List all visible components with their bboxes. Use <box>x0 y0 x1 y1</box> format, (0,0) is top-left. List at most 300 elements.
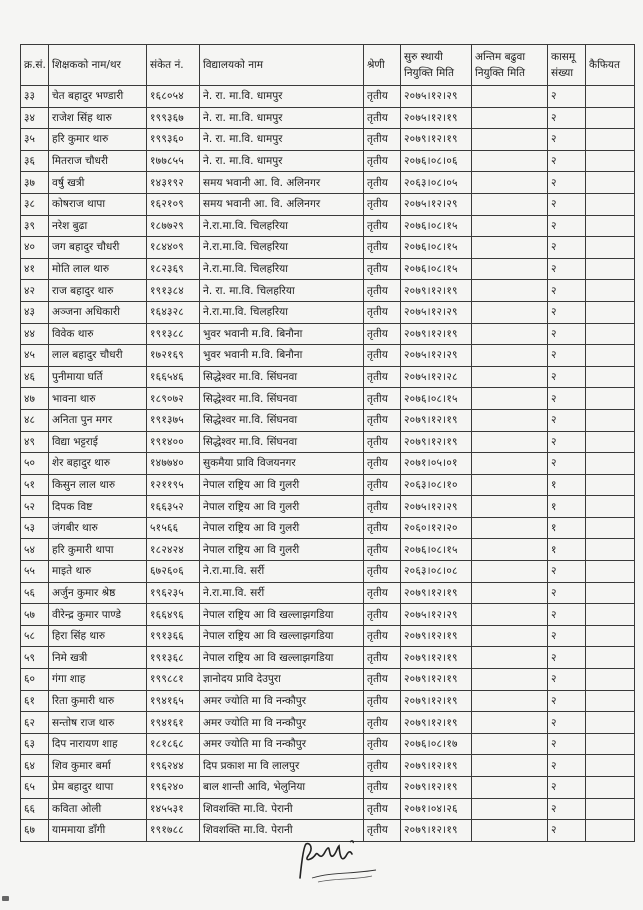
cell-count: १ <box>548 517 586 539</box>
cell-teacher-name: राजेश सिंह थारु <box>49 107 147 129</box>
cell-last-promotion <box>472 604 548 626</box>
cell-last-promotion <box>472 366 548 388</box>
cell-remarks <box>586 820 635 842</box>
cell-remarks <box>586 366 635 388</box>
cell-teacher-name: लाल बहादुर चौधरी <box>49 345 147 367</box>
cell-first-appointment: २०७६।०८।१५ <box>401 258 472 280</box>
cell-first-appointment: २०७९।१२।१९ <box>401 820 472 842</box>
cell-code: १४७७४० <box>147 453 200 475</box>
cell-teacher-name: हरि कुमारी थापा <box>49 539 147 561</box>
cell-code: १६४३२८ <box>147 301 200 323</box>
cell-code: १९१४०० <box>147 431 200 453</box>
cell-grade: तृतीय <box>364 798 401 820</box>
cell-grade: तृतीय <box>364 733 401 755</box>
cell-last-promotion <box>472 280 548 302</box>
cell-first-appointment: २०७६।०८।१७ <box>401 733 472 755</box>
cell-school: दिप प्रकाश मा वि लालपुर <box>200 755 364 777</box>
cell-serial: ३९ <box>21 215 49 237</box>
cell-school: नेपाल राष्ट्रिय आ वि गुलरी <box>200 517 364 539</box>
cell-remarks <box>586 388 635 410</box>
cell-first-appointment: २०७९।१२।१९ <box>401 582 472 604</box>
cell-code: १९१३८४ <box>147 280 200 302</box>
cell-school: समय भवानी आ. वि. अलिनगर <box>200 172 364 194</box>
cell-school: ने. रा. मा.वि. धामपुर <box>200 150 364 172</box>
cell-count: १ <box>548 474 586 496</box>
cell-teacher-name: मितराज चौधरी <box>49 150 147 172</box>
header-first-appointment: सुरु स्थायी नियुक्ति मिति <box>401 45 472 86</box>
cell-last-promotion <box>472 453 548 475</box>
cell-remarks <box>586 345 635 367</box>
cell-serial: ६७ <box>21 820 49 842</box>
cell-grade: तृतीय <box>364 582 401 604</box>
cell-serial: ५२ <box>21 496 49 518</box>
cell-teacher-name: जंगबीर थारु <box>49 517 147 539</box>
cell-grade: तृतीय <box>364 86 401 108</box>
signature <box>292 838 382 890</box>
cell-count: २ <box>548 129 586 151</box>
cell-serial: ३७ <box>21 172 49 194</box>
cell-last-promotion <box>472 712 548 734</box>
cell-last-promotion <box>472 496 548 518</box>
cell-serial: ४५ <box>21 345 49 367</box>
cell-remarks <box>586 237 635 259</box>
cell-teacher-name: कविता ओली <box>49 798 147 820</box>
camera-icon <box>2 896 9 901</box>
cell-first-appointment: २०७५।१२।२९ <box>401 345 472 367</box>
cell-serial: ३५ <box>21 129 49 151</box>
cell-grade: तृतीय <box>364 517 401 539</box>
cell-serial: ६० <box>21 669 49 691</box>
cell-school: सिद्धेश्वर मा.वि. सिंघनवा <box>200 366 364 388</box>
cell-school: अमर ज्योति मा वि नन्कौपुर <box>200 712 364 734</box>
cell-teacher-name: जग बहादुर चौधरी <box>49 237 147 259</box>
cell-code: १९९३६० <box>147 129 200 151</box>
cell-first-appointment: २०७६।०८।१५ <box>401 539 472 561</box>
cell-grade: तृतीय <box>364 323 401 345</box>
cell-first-appointment: २०७६।०८।०६ <box>401 150 472 172</box>
cell-teacher-name: वीरेन्द्र कुमार पाण्डे <box>49 604 147 626</box>
cell-teacher-name: शेर बहादुर थारु <box>49 453 147 475</box>
cell-serial: ५५ <box>21 561 49 583</box>
cell-school: ने.रा.मा.वि. चिलहरिया <box>200 215 364 237</box>
cell-grade: तृतीय <box>364 258 401 280</box>
cell-last-promotion <box>472 755 548 777</box>
cell-remarks <box>586 690 635 712</box>
header-grade: श्रेणी <box>364 45 401 86</box>
cell-school: ने. रा. मा.वि. धामपुर <box>200 129 364 151</box>
cell-code: १९१३६८ <box>147 647 200 669</box>
cell-count: २ <box>548 237 586 259</box>
cell-first-appointment: २०७५।१२।२९ <box>401 496 472 518</box>
cell-remarks <box>586 474 635 496</box>
table-row <box>21 474 635 496</box>
cell-first-appointment: २०७९।१२।१९ <box>401 712 472 734</box>
cell-last-promotion <box>472 388 548 410</box>
cell-last-promotion <box>472 474 548 496</box>
cell-school: सिद्धेश्वर मा.वि. सिंघनवा <box>200 409 364 431</box>
table-row <box>21 517 635 539</box>
table-row <box>21 301 635 323</box>
header-school: विद्यालयको नाम <box>200 45 364 86</box>
cell-count: २ <box>548 366 586 388</box>
cell-last-promotion <box>472 323 548 345</box>
cell-grade: तृतीय <box>364 150 401 172</box>
cell-teacher-name: अर्जुन कुमार श्रेष्ठ <box>49 582 147 604</box>
cell-remarks <box>586 755 635 777</box>
cell-count: २ <box>548 453 586 475</box>
cell-last-promotion <box>472 561 548 583</box>
cell-school: नेपाल राष्ट्रिय आ वि गुलरी <box>200 496 364 518</box>
table-row <box>21 86 635 108</box>
cell-code: १९४१६१ <box>147 712 200 734</box>
cell-serial: ४० <box>21 237 49 259</box>
cell-teacher-name: कोषराज थापा <box>49 193 147 215</box>
cell-remarks <box>586 561 635 583</box>
cell-school: नेपाल राष्ट्रिय आ वि गुलरी <box>200 474 364 496</box>
cell-grade: तृतीय <box>364 496 401 518</box>
cell-count: २ <box>548 323 586 345</box>
cell-count: २ <box>548 150 586 172</box>
cell-last-promotion <box>472 582 548 604</box>
cell-first-appointment: २०७५।१२।१९ <box>401 107 472 129</box>
cell-remarks <box>586 669 635 691</box>
table-row <box>21 755 635 777</box>
cell-first-appointment: २०७१।०५।०१ <box>401 453 472 475</box>
cell-serial: ६२ <box>21 712 49 734</box>
cell-remarks <box>586 712 635 734</box>
cell-school: ने.रा.मा.वि. सर्री <box>200 582 364 604</box>
cell-school: सुकमैया प्रावि विजयनगर <box>200 453 364 475</box>
cell-teacher-name: किसुन लाल थारु <box>49 474 147 496</box>
table-row <box>21 647 635 669</box>
cell-remarks <box>586 777 635 799</box>
cell-school: शिवशक्ति मा.वि. पेरानी <box>200 798 364 820</box>
table-row <box>21 604 635 626</box>
cell-remarks <box>586 647 635 669</box>
cell-count: २ <box>548 345 586 367</box>
header-last-promotion: अन्तिम बढुवा नियुक्ति मिति <box>472 45 548 86</box>
cell-count: २ <box>548 625 586 647</box>
table-row <box>21 798 635 820</box>
cell-code: १८७७२९ <box>147 215 200 237</box>
cell-count: २ <box>548 669 586 691</box>
cell-serial: ६५ <box>21 777 49 799</box>
cell-code: १६८०५४ <box>147 86 200 108</box>
cell-serial: ५९ <box>21 647 49 669</box>
cell-serial: ४६ <box>21 366 49 388</box>
cell-count: २ <box>548 561 586 583</box>
cell-code: १८४४०९ <box>147 237 200 259</box>
cell-count: २ <box>548 215 586 237</box>
table-row <box>21 150 635 172</box>
table-row <box>21 366 635 388</box>
cell-code: १९१३७५ <box>147 409 200 431</box>
cell-code: १९१३८८ <box>147 323 200 345</box>
cell-school: सिद्धेश्वर मा.वि. सिंघनवा <box>200 431 364 453</box>
cell-grade: तृतीय <box>364 345 401 367</box>
cell-teacher-name: माइते थारु <box>49 561 147 583</box>
cell-school: अमर ज्योति मा वि नन्कौपुर <box>200 690 364 712</box>
cell-school: अमर ज्योति मा वि नन्कौपुर <box>200 733 364 755</box>
table-row <box>21 733 635 755</box>
cell-code: १७७८५५ <box>147 150 200 172</box>
table-row <box>21 625 635 647</box>
cell-first-appointment: २०७९।१२।१९ <box>401 431 472 453</box>
cell-serial: ५१ <box>21 474 49 496</box>
cell-code: १६६४९६ <box>147 604 200 626</box>
cell-last-promotion <box>472 820 548 842</box>
cell-count: २ <box>548 777 586 799</box>
cell-grade: तृतीय <box>364 604 401 626</box>
cell-teacher-name: अनिता पुन मगर <box>49 409 147 431</box>
cell-serial: ५४ <box>21 539 49 561</box>
cell-count: २ <box>548 193 586 215</box>
cell-last-promotion <box>472 345 548 367</box>
cell-school: ने. रा. मा.वि. धामपुर <box>200 107 364 129</box>
cell-grade: तृतीय <box>364 129 401 151</box>
cell-grade: तृतीय <box>364 669 401 691</box>
cell-last-promotion <box>472 777 548 799</box>
table-row <box>21 582 635 604</box>
table-row <box>21 431 635 453</box>
cell-remarks <box>586 517 635 539</box>
cell-code: १९१७८८ <box>147 820 200 842</box>
cell-remarks <box>586 798 635 820</box>
cell-remarks <box>586 193 635 215</box>
cell-grade: तृतीय <box>364 777 401 799</box>
cell-school: ने. रा. मा.वि. चिलहरिया <box>200 280 364 302</box>
cell-first-appointment: २०७६।०८।१५ <box>401 237 472 259</box>
cell-last-promotion <box>472 150 548 172</box>
cell-count: १ <box>548 539 586 561</box>
cell-last-promotion <box>472 733 548 755</box>
cell-remarks <box>586 604 635 626</box>
cell-school: सिद्धेश्वर मा.वि. सिंघनवा <box>200 388 364 410</box>
cell-remarks <box>586 86 635 108</box>
cell-first-appointment: २०७१।०४।२६ <box>401 798 472 820</box>
cell-count: १ <box>548 496 586 518</box>
cell-remarks <box>586 733 635 755</box>
cell-count: २ <box>548 820 586 842</box>
cell-code: १८१८६८ <box>147 733 200 755</box>
table-row <box>21 237 635 259</box>
cell-grade: तृतीय <box>364 539 401 561</box>
cell-last-promotion <box>472 647 548 669</box>
table-row <box>21 172 635 194</box>
cell-serial: ६६ <box>21 798 49 820</box>
cell-serial: ६४ <box>21 755 49 777</box>
cell-code: १९९८८१ <box>147 669 200 691</box>
table-row <box>21 129 635 151</box>
cell-first-appointment: २०७९।१२।१९ <box>401 625 472 647</box>
cell-remarks <box>586 582 635 604</box>
cell-code: १९६२४० <box>147 777 200 799</box>
cell-last-promotion <box>472 301 548 323</box>
cell-grade: तृतीय <box>364 280 401 302</box>
table-row <box>21 345 635 367</box>
cell-remarks <box>586 129 635 151</box>
cell-remarks <box>586 301 635 323</box>
cell-serial: ६३ <box>21 733 49 755</box>
cell-teacher-name: दिप नारायण शाह <box>49 733 147 755</box>
cell-school: भुवर भवानी म.वि. बिनौना <box>200 323 364 345</box>
cell-count: २ <box>548 301 586 323</box>
cell-serial: ४८ <box>21 409 49 431</box>
cell-last-promotion <box>472 625 548 647</box>
cell-remarks <box>586 172 635 194</box>
cell-first-appointment: २०७९।१२।१९ <box>401 777 472 799</box>
cell-code: १९९३६७ <box>147 107 200 129</box>
table-row <box>21 280 635 302</box>
cell-school: ने.रा.मा.वि. चिलहरिया <box>200 258 364 280</box>
cell-teacher-name: दिपक विष्ट <box>49 496 147 518</box>
cell-teacher-name: गंगा शाह <box>49 669 147 691</box>
cell-serial: ३४ <box>21 107 49 129</box>
cell-code: १४३१९२ <box>147 172 200 194</box>
cell-count: २ <box>548 431 586 453</box>
cell-count: २ <box>548 733 586 755</box>
cell-school: नेपाल राष्ट्रिय आ वि खल्लाझगडिया <box>200 604 364 626</box>
cell-count: २ <box>548 172 586 194</box>
cell-grade: तृतीय <box>364 625 401 647</box>
cell-first-appointment: २०७९।१२।१९ <box>401 669 472 691</box>
cell-first-appointment: २०७५।१२।२८ <box>401 366 472 388</box>
cell-last-promotion <box>472 129 548 151</box>
cell-remarks <box>586 409 635 431</box>
cell-code: १९६२३५ <box>147 582 200 604</box>
cell-school: ने.रा.मा.वि. चिलहरिया <box>200 237 364 259</box>
table-row <box>21 453 635 475</box>
cell-first-appointment: २०७५।१२।२९ <box>401 301 472 323</box>
cell-first-appointment: २०७९।१२।१९ <box>401 647 472 669</box>
cell-teacher-name: प्रेम बहादुर थापा <box>49 777 147 799</box>
cell-serial: ६१ <box>21 690 49 712</box>
table-row <box>21 258 635 280</box>
cell-serial: ३३ <box>21 86 49 108</box>
cell-last-promotion <box>472 107 548 129</box>
cell-grade: तृतीय <box>364 107 401 129</box>
cell-school: भुवर भवानी म.वि. बिनौना <box>200 345 364 367</box>
cell-teacher-name: अञ्जना अधिकारी <box>49 301 147 323</box>
cell-code: १८२३६९ <box>147 258 200 280</box>
cell-code: १९४१६५ <box>147 690 200 712</box>
cell-remarks <box>586 215 635 237</box>
cell-teacher-name: राज बहादुर थारु <box>49 280 147 302</box>
cell-serial: ३६ <box>21 150 49 172</box>
header-count: कासमू संख्या <box>548 45 586 86</box>
camscanner-watermark <box>2 896 9 901</box>
table-row <box>21 323 635 345</box>
cell-serial: ४४ <box>21 323 49 345</box>
cell-last-promotion <box>472 409 548 431</box>
cell-teacher-name: पुनीमाया घर्ति <box>49 366 147 388</box>
cell-grade: तृतीय <box>364 301 401 323</box>
cell-grade: तृतीय <box>364 712 401 734</box>
cell-last-promotion <box>472 669 548 691</box>
cell-grade: तृतीय <box>364 755 401 777</box>
table-row <box>21 215 635 237</box>
cell-teacher-name: नरेश बुढा <box>49 215 147 237</box>
cell-count: २ <box>548 582 586 604</box>
cell-first-appointment: २०६३।०८।१० <box>401 474 472 496</box>
cell-serial: ३८ <box>21 193 49 215</box>
cell-last-promotion <box>472 237 548 259</box>
cell-teacher-name: मोति लाल थारु <box>49 258 147 280</box>
table-row <box>21 690 635 712</box>
cell-teacher-name: विवेक थारु <box>49 323 147 345</box>
cell-school: समय भवानी आ. वि. अलिनगर <box>200 193 364 215</box>
cell-grade: तृतीय <box>364 237 401 259</box>
cell-grade: तृतीय <box>364 366 401 388</box>
cell-grade: तृतीय <box>364 820 401 842</box>
header-code: संकेत नं. <box>147 45 200 86</box>
header-serial: क्र.सं. <box>21 45 49 86</box>
cell-code: १६६३५२ <box>147 496 200 518</box>
cell-remarks <box>586 150 635 172</box>
cell-teacher-name: भावना थारु <box>49 388 147 410</box>
cell-count: २ <box>548 107 586 129</box>
cell-last-promotion <box>472 258 548 280</box>
cell-grade: तृतीय <box>364 453 401 475</box>
cell-school: नेपाल राष्ट्रिय आ वि खल्लाझगडिया <box>200 647 364 669</box>
cell-first-appointment: २०७९।१२।१९ <box>401 323 472 345</box>
cell-last-promotion <box>472 172 548 194</box>
cell-first-appointment: २०७९।१२।१९ <box>401 755 472 777</box>
cell-first-appointment: २०७९।१२।१९ <box>401 280 472 302</box>
teacher-roster-table <box>20 44 635 842</box>
cell-remarks <box>586 453 635 475</box>
cell-grade: तृतीय <box>364 690 401 712</box>
table-header <box>21 45 635 86</box>
cell-grade: तृतीय <box>364 193 401 215</box>
cell-serial: ४२ <box>21 280 49 302</box>
table-row <box>21 669 635 691</box>
cell-grade: तृतीय <box>364 409 401 431</box>
cell-count: २ <box>548 86 586 108</box>
cell-remarks <box>586 496 635 518</box>
table-row <box>21 777 635 799</box>
header-remarks: कैफियत <box>586 45 635 86</box>
cell-grade: तृतीय <box>364 388 401 410</box>
cell-remarks <box>586 323 635 345</box>
cell-serial: ५८ <box>21 625 49 647</box>
table-row <box>21 496 635 518</box>
cell-school: नेपाल राष्ट्रिय आ वि खल्लाझगडिया <box>200 625 364 647</box>
cell-school: ज्ञानोदय प्रावि देउपुरा <box>200 669 364 691</box>
cell-teacher-name: याममाया डाँगी <box>49 820 147 842</box>
cell-count: २ <box>548 409 586 431</box>
cell-last-promotion <box>472 86 548 108</box>
cell-last-promotion <box>472 193 548 215</box>
cell-serial: ५७ <box>21 604 49 626</box>
cell-teacher-name: विद्या भट्टराई <box>49 431 147 453</box>
cell-code: १८९०७२ <box>147 388 200 410</box>
cell-remarks <box>586 107 635 129</box>
cell-serial: ५६ <box>21 582 49 604</box>
cell-school: ने. रा. मा.वि. धामपुर <box>200 86 364 108</box>
cell-first-appointment: २०७६।०८।१५ <box>401 388 472 410</box>
cell-count: २ <box>548 712 586 734</box>
cell-code: १७२१६९ <box>147 345 200 367</box>
cell-last-promotion <box>472 215 548 237</box>
cell-school: ने.रा.मा.वि. सर्री <box>200 561 364 583</box>
cell-last-promotion <box>472 798 548 820</box>
cell-code: १९६२४४ <box>147 755 200 777</box>
cell-serial: ५३ <box>21 517 49 539</box>
cell-last-promotion <box>472 431 548 453</box>
cell-count: २ <box>548 280 586 302</box>
cell-count: २ <box>548 647 586 669</box>
